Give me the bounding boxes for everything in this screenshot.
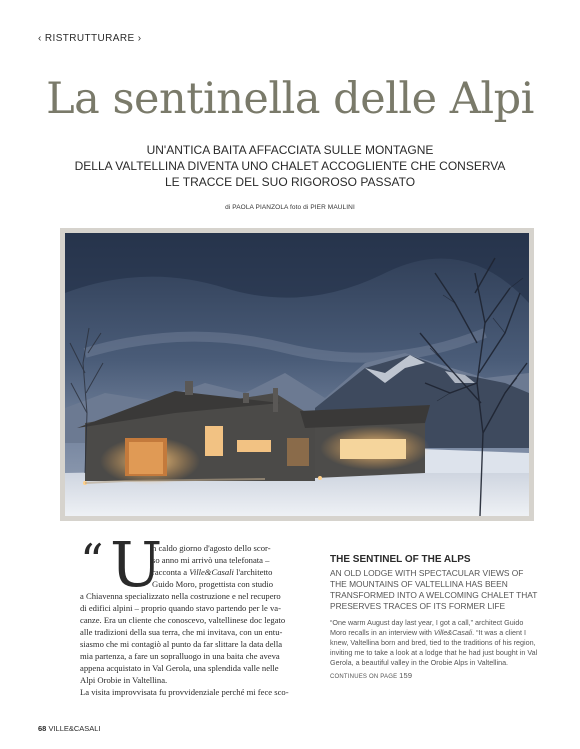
italian-text-inline: racconta a [152, 567, 190, 577]
subhead-line: DELLA VALTELLINA DIVENTA UNO CHALET ACCOGLIENTE CHE CONSERVA [74, 159, 506, 173]
continues-page-number: 159 [399, 671, 413, 680]
byline: di PAOLA PIANZOLA foto di PIER MAULINI [225, 204, 355, 211]
italian-text-line: Guido Moro, progettista con studio [152, 579, 274, 589]
english-magazine-name: Ville&Casali [433, 628, 473, 637]
english-body-text: “One warm August day last year, I got a call,” architect Guido Moro recalls in an interview with [330, 618, 524, 637]
subhead [40, 142, 540, 190]
dropcap-quote: “ [80, 534, 104, 588]
english-body [330, 618, 540, 668]
dropcap-letter: U [110, 528, 163, 601]
subhead-line: UN'ANTICA BAITA AFFACCIATA SULLE MONTAGNE [146, 143, 434, 157]
italian-text-line: so anno mi arrivò una telefonata – [152, 555, 270, 565]
italian-text-line: a Chiavenna specializzato nella costruzione e nel recupero [80, 591, 281, 601]
english-title: THE SENTINEL OF THE ALPS [330, 554, 471, 565]
italian-text-line [152, 566, 272, 578]
italian-text-line: canze. Era un cliente che conoscevo, valtellinese doc legato [80, 615, 286, 625]
italian-text-line: Alpi Orobie in Valtellina. [80, 675, 168, 685]
italian-text-line: appena acquistato in Val Gerola, una splendida valle nelle [80, 663, 279, 673]
page-number: 68 [38, 724, 47, 733]
page-footer [38, 724, 101, 733]
italian-text-line: alle tradizioni della sua terra, che mi invitava, con un entu- [80, 627, 283, 637]
continues-label: CONTINUES ON PAGE [330, 674, 398, 680]
magazine-name: Ville&Casali [189, 567, 234, 577]
italian-text-line: siasmo che mi contagiò al punto da far slittare la data della [80, 639, 283, 649]
english-subtitle: AN OLD LODGE WITH SPECTACULAR VIEWS OF THE MOUNTAINS OF VALTELLINA HAS BEEN TRANSFORMED INTO A WELCOMING CHALET THAT PRESERVES TRACES OF ITS FORMER LIFE [330, 568, 538, 611]
english-summary [330, 553, 540, 680]
italian-text-inline: l'architetto [233, 567, 273, 577]
italian-text-line: mia partenza, a fare un sopralluogo in una baita che aveva [80, 651, 280, 661]
section-label: ‹ RISTRUTTURARE › [38, 33, 142, 44]
headline: La sentinella delle Alpi [46, 74, 534, 124]
chalet-photo [65, 233, 529, 516]
english-body-text: . “It was a client I knew, Valtellina born and bred, tied to the traditions of his region, inviting me to take a look at a lodge that he had just bought in Val Gerola, a beautiful valley in the Orobie Alps in Valtellina. [330, 628, 538, 667]
italian-text-line: n caldo giorno d'agosto dello scor- [152, 543, 271, 553]
photo-frame [60, 228, 534, 521]
magazine-brand: VILLE&CASALI [48, 724, 101, 733]
continues-on-page [330, 671, 540, 680]
italian-text-line: La visita improvvisata fu provvidenziale perché mi fece sco- [80, 687, 289, 697]
italian-text-line: di edifici alpini – proprio quando stavo partendo per le va- [80, 603, 281, 613]
subhead-line: LE TRACCE DEL SUO RIGOROSO PASSATO [164, 175, 416, 189]
